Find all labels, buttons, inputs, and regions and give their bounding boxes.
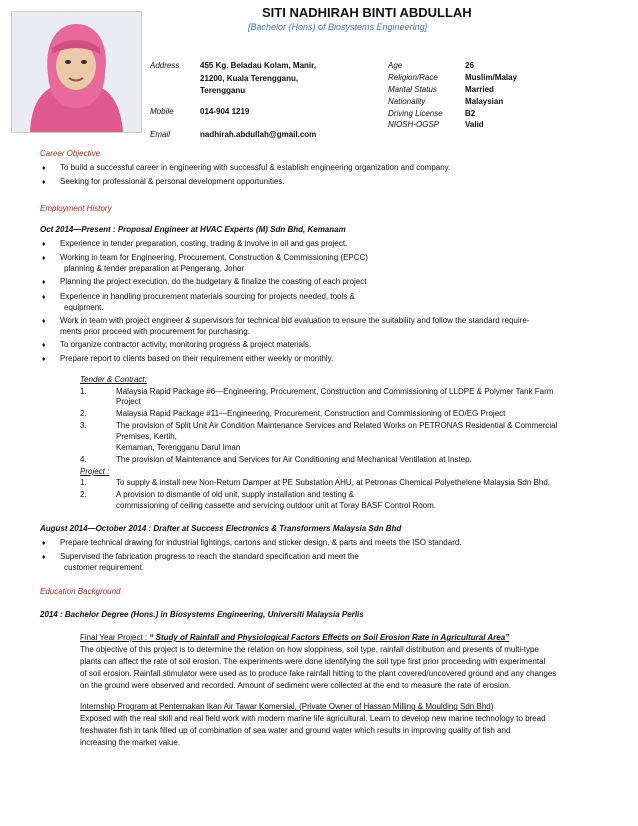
email-label: Email [150, 130, 171, 139]
tender-num-3: 3. [80, 421, 87, 430]
employment-heading: Employment History [40, 204, 112, 213]
degree-line: 2014 : Bachelor Degree (Hons.) in Biosystems Engineering, Universiti Malaysia Perlis [40, 610, 364, 619]
fyp-text-2: plants can affect the rate of soil erosion. The experiments were done identifying the soil type first prior proceeding with experimental [80, 657, 546, 666]
nationality-label: Nationality [388, 97, 426, 106]
email-value: nadhirah.abdullah@gmail.com [200, 130, 317, 139]
job1-bullet-5b: ments prior proceed with procurement for purchasing. [60, 327, 250, 336]
diamond-bullet-icon: ♦ [42, 554, 46, 561]
fyp-label: Final Year Project : [80, 633, 148, 642]
tender-num-4: 4. [80, 455, 87, 464]
job1-bullet-5a: Work in team with project engineer & supervisors for technical bid evaluation to ensure the suitability and follow the standard require- [60, 316, 530, 325]
career-item-1: To build a successful career in engineering with successful & establish engineering organization and company. [60, 163, 451, 172]
tender-4: The provision of Maintenance and Services for Air Conditioning and Mechanical Ventilation at Instep. [116, 455, 472, 464]
job2-bullet-2b: customer requirement. [64, 563, 145, 572]
candidate-degree: [Bachelor (Hons) of Biosystems Engineering] [248, 22, 428, 32]
job1-bullet-4a: Experience in handling procurement materials sourcing for projects needed, tools & [60, 292, 355, 301]
candidate-name: SITI NADHIRAH BINTI ABDULLAH [262, 5, 472, 20]
job1-bullet-1: Experience in tender preparation, costing, trading & involve in oil and gas project. [60, 239, 348, 248]
job1-bullet-4b: equipment. [64, 303, 104, 312]
mobile-label: Mobile [150, 107, 174, 116]
job1-bullet-3: Planning the project execution, do the budgetary & finalize the coasting of each project [60, 277, 367, 286]
fyp-text-4: on the ground were observed and recorded. Amount of sediment were collected at the end to measure the rate of erosion. [80, 681, 511, 690]
diamond-bullet-icon: ♦ [42, 165, 46, 172]
diamond-bullet-icon: ♦ [42, 179, 46, 186]
age-label: Age [388, 61, 403, 70]
marital-label: Marital Status [388, 85, 437, 94]
diamond-bullet-icon: ♦ [42, 294, 46, 301]
project-2b: commissioning of ceiling cassette and servicing outdoor unit at Toray BASF Control Room. [116, 501, 437, 510]
address-line-2: 21200, Kuala Terengganu, [200, 74, 299, 83]
fyp-title: “ Study of Rainfall and Physiological Factors Effects on Soil Erosion Rate in Agricultural Area” [147, 633, 510, 642]
job1-bullet-2b: planning & tender preparation at Pengerang, Johor [64, 264, 245, 273]
internship-title: Internship Program at Penternakan Ikan Air Tawar Komersial, (Private Owner of Hassan Milling & Moulding Sdn Bhd) [80, 702, 494, 711]
license-label: Driving License [388, 109, 443, 118]
internship-text-2: freshwater fish in tank filled up of combination of sea water and ground water which results in improving quality of fish and [80, 726, 511, 735]
job1-bullet-2a: Working in team for Engineering, Procurement, Construction & Commissioning (EPCC) [60, 253, 368, 262]
tender-num-1: 1. [80, 387, 87, 396]
niosh-label: NIOSH-OGSP [388, 120, 440, 129]
license-value: B2 [465, 109, 476, 118]
tender-3b: Premises, Kertih, [116, 432, 177, 441]
internship-text-3: increasing the market value. [80, 738, 181, 747]
tender-3a: The provision of Split Unit Air Condition Maintenance Services and Related Works on PETRONAS Residential & Commercial [116, 421, 558, 430]
career-item-2: Seeking for professional & personal development opportunities. [60, 177, 285, 186]
diamond-bullet-icon: ♦ [42, 342, 46, 349]
profile-photo-illustration [12, 12, 141, 132]
marital-value: Married [465, 85, 494, 94]
mobile-value: 014-904 1219 [200, 107, 250, 116]
diamond-bullet-icon: ♦ [42, 241, 46, 248]
tender-1b: Project [116, 397, 141, 406]
fyp-title-line [80, 633, 509, 643]
tender-3c: Kemaman, Terengganu Darul Iman [116, 443, 241, 452]
address-line-3: Terengganu [200, 86, 246, 95]
job1-bullet-7: Prepare report to clients based on their requirement either weekly or monthly. [60, 354, 334, 363]
diamond-bullet-icon: ♦ [42, 279, 46, 286]
tender-1a: Malaysia Rapid Package #6—Engineering, Procurement, Construction and Commissioning of LLDPE & Polymer Tank Farm [116, 387, 554, 396]
profile-photo [11, 11, 142, 133]
religion-value: Muslim/Malay [465, 73, 518, 82]
tender-num-2: 2. [80, 409, 87, 418]
job1-title: Oct 2014—Present : Proposal Engineer at HVAC Experts (M) Sdn Bhd, Kemanam [40, 225, 346, 234]
nationality-value: Malaysian [465, 97, 504, 106]
job2-bullet-1: Prepare technical drawing for industrial lightings, cartons and sticker design, & parts and meets the ISO standard. [60, 538, 462, 547]
job2-bullet-2a: Supervised the fabrication progress to reach the standard specification and meet the [60, 552, 359, 561]
diamond-bullet-icon: ♦ [42, 318, 46, 325]
internship-text-1: Exposed with the real skill and real field work with modern marine life agricultural. Learn to develop new marine technology to bread [80, 714, 546, 723]
project-num-1: 1. [80, 478, 87, 487]
career-heading: Career Objective [40, 149, 101, 158]
job2-title: August 2014—October 2014 : Drafter at Success Electronics & Transformers Malaysia Sdn Bhd [40, 524, 402, 533]
age-value: 26 [465, 61, 474, 70]
fyp-text-1: The objective of this project is to determine the relation on how sloppiness, soil type, rainfall distribution and presents of multi-type [80, 645, 539, 654]
project-heading: Project : [80, 467, 110, 476]
tender-2: Malaysia Rapid Package #11—Engineering, Procurement, Construction and Commissioning of EO/EG Project [116, 409, 506, 418]
project-num-2: 2. [80, 490, 87, 499]
niosh-value: Valid [465, 120, 484, 129]
diamond-bullet-icon: ♦ [42, 255, 46, 262]
address-label: Address [150, 61, 180, 70]
job1-bullet-6: To organize contractor activity, monitoring progress & project materials. [60, 340, 312, 349]
education-heading: Education Background [40, 587, 121, 596]
fyp-text-3: of soil erosion. Rainfall stimulator were used as to produce fake rainfall hitting to the plant covered/uncovered ground and any changes [80, 669, 557, 678]
religion-label: Religion/Race [388, 73, 438, 82]
diamond-bullet-icon: ♦ [42, 540, 46, 547]
diamond-bullet-icon: ♦ [42, 356, 46, 363]
project-1: To supply & install new Non-Return Damper at PE Substation AHU, at Petronas Chemical Polyethelene Malaysia Sdn Bhd. [116, 478, 550, 487]
address-line-1: 455 Kg. Beladau Kolam, Manir, [200, 61, 317, 70]
project-2a: A provision to dismantle of old unit, supply installation and testing & [116, 490, 354, 499]
tender-heading: Tender & Contract: [80, 375, 147, 384]
